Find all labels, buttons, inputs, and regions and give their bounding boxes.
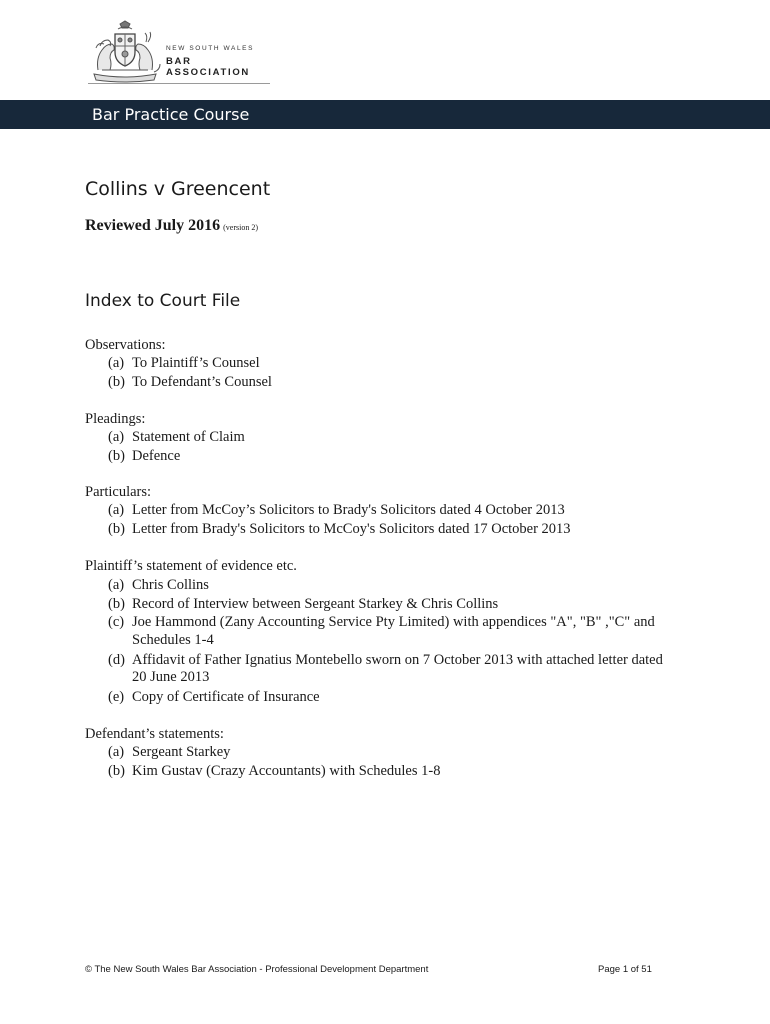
item-continuation: 20 June 2013: [132, 669, 210, 685]
reviewed-label: Reviewed July 2016: [85, 217, 221, 234]
list-item: [108, 614, 655, 631]
section-heading: Pleadings:: [85, 411, 146, 427]
list-item: [108, 355, 260, 372]
coat-of-arms-icon: [88, 20, 162, 84]
item-text: Chris Collins: [132, 577, 209, 593]
item-label: (b): [108, 374, 125, 390]
item-text: Defence: [132, 448, 181, 464]
list-item: [108, 502, 565, 519]
association-name-label: BAR ASSOCIATION: [166, 56, 250, 78]
item-text: To Plaintiff’s Counsel: [132, 355, 260, 371]
item-label: (a): [108, 429, 125, 445]
item-label: (a): [108, 577, 125, 593]
list-item: [108, 521, 571, 538]
item-label: (b): [108, 448, 125, 464]
item-label: (b): [108, 763, 125, 779]
list-item: [108, 744, 230, 761]
list-item: [108, 374, 272, 391]
item-text: Joe Hammond (Zany Accounting Service Pty Limited) with appendices "A", "B" ,"C" and: [132, 614, 655, 630]
course-banner: [0, 100, 770, 129]
item-label: (a): [108, 355, 125, 371]
section-heading: Particulars:: [85, 484, 152, 500]
item-label: (d): [108, 652, 125, 668]
item-label: (c): [108, 614, 125, 630]
item-label: (a): [108, 502, 125, 518]
item-text: Record of Interview between Sergeant Starkey & Chris Collins: [132, 596, 499, 612]
list-item: [108, 763, 440, 780]
item-label: (e): [108, 689, 125, 705]
item-label: (a): [108, 744, 125, 760]
item-text: To Defendant’s Counsel: [132, 374, 272, 390]
item-label: (b): [108, 521, 125, 537]
bar-association-logo: [88, 20, 270, 84]
item-text: Statement of Claim: [132, 429, 245, 445]
header-divider: [88, 83, 270, 84]
item-continuation: Schedules 1-4: [132, 632, 214, 648]
item-text: Sergeant Starkey: [132, 744, 231, 760]
index-heading: Index to Court File: [85, 291, 241, 311]
item-text: Letter from McCoy’s Solicitors to Brady's Solicitors dated 4 October 2013: [132, 502, 565, 518]
section-heading: Observations:: [85, 337, 166, 353]
section-heading: Defendant’s statements:: [85, 726, 224, 742]
item-text: Kim Gustav (Crazy Accountants) with Schedules 1-8: [132, 763, 441, 779]
item-text: Letter from Brady's Solicitors to McCoy's Solicitors dated 17 October 2013: [132, 521, 571, 537]
item-text: Affidavit of Father Ignatius Montebello sworn on 7 October 2013 with attached letter dated: [132, 652, 663, 668]
footer-copyright: © The New South Wales Bar Association - Professional Development Department: [85, 964, 429, 975]
list-item: [108, 577, 209, 594]
list-item: [108, 596, 498, 613]
list-item: [108, 448, 180, 465]
page-number: Page 1 of 51: [598, 964, 652, 975]
course-title: Bar Practice Course: [92, 105, 250, 124]
version-label: (version 2): [223, 223, 258, 232]
item-text: Copy of Certificate of Insurance: [132, 689, 320, 705]
section-heading: Plaintiff’s statement of evidence etc.: [85, 558, 297, 574]
list-item: [108, 652, 663, 669]
list-item: [108, 429, 245, 446]
item-label: (b): [108, 596, 125, 612]
list-item: [108, 689, 320, 706]
review-date: [85, 217, 258, 235]
document-title: Collins v Greencent: [85, 178, 271, 200]
association-state-label: NEW SOUTH WALES: [166, 45, 255, 52]
